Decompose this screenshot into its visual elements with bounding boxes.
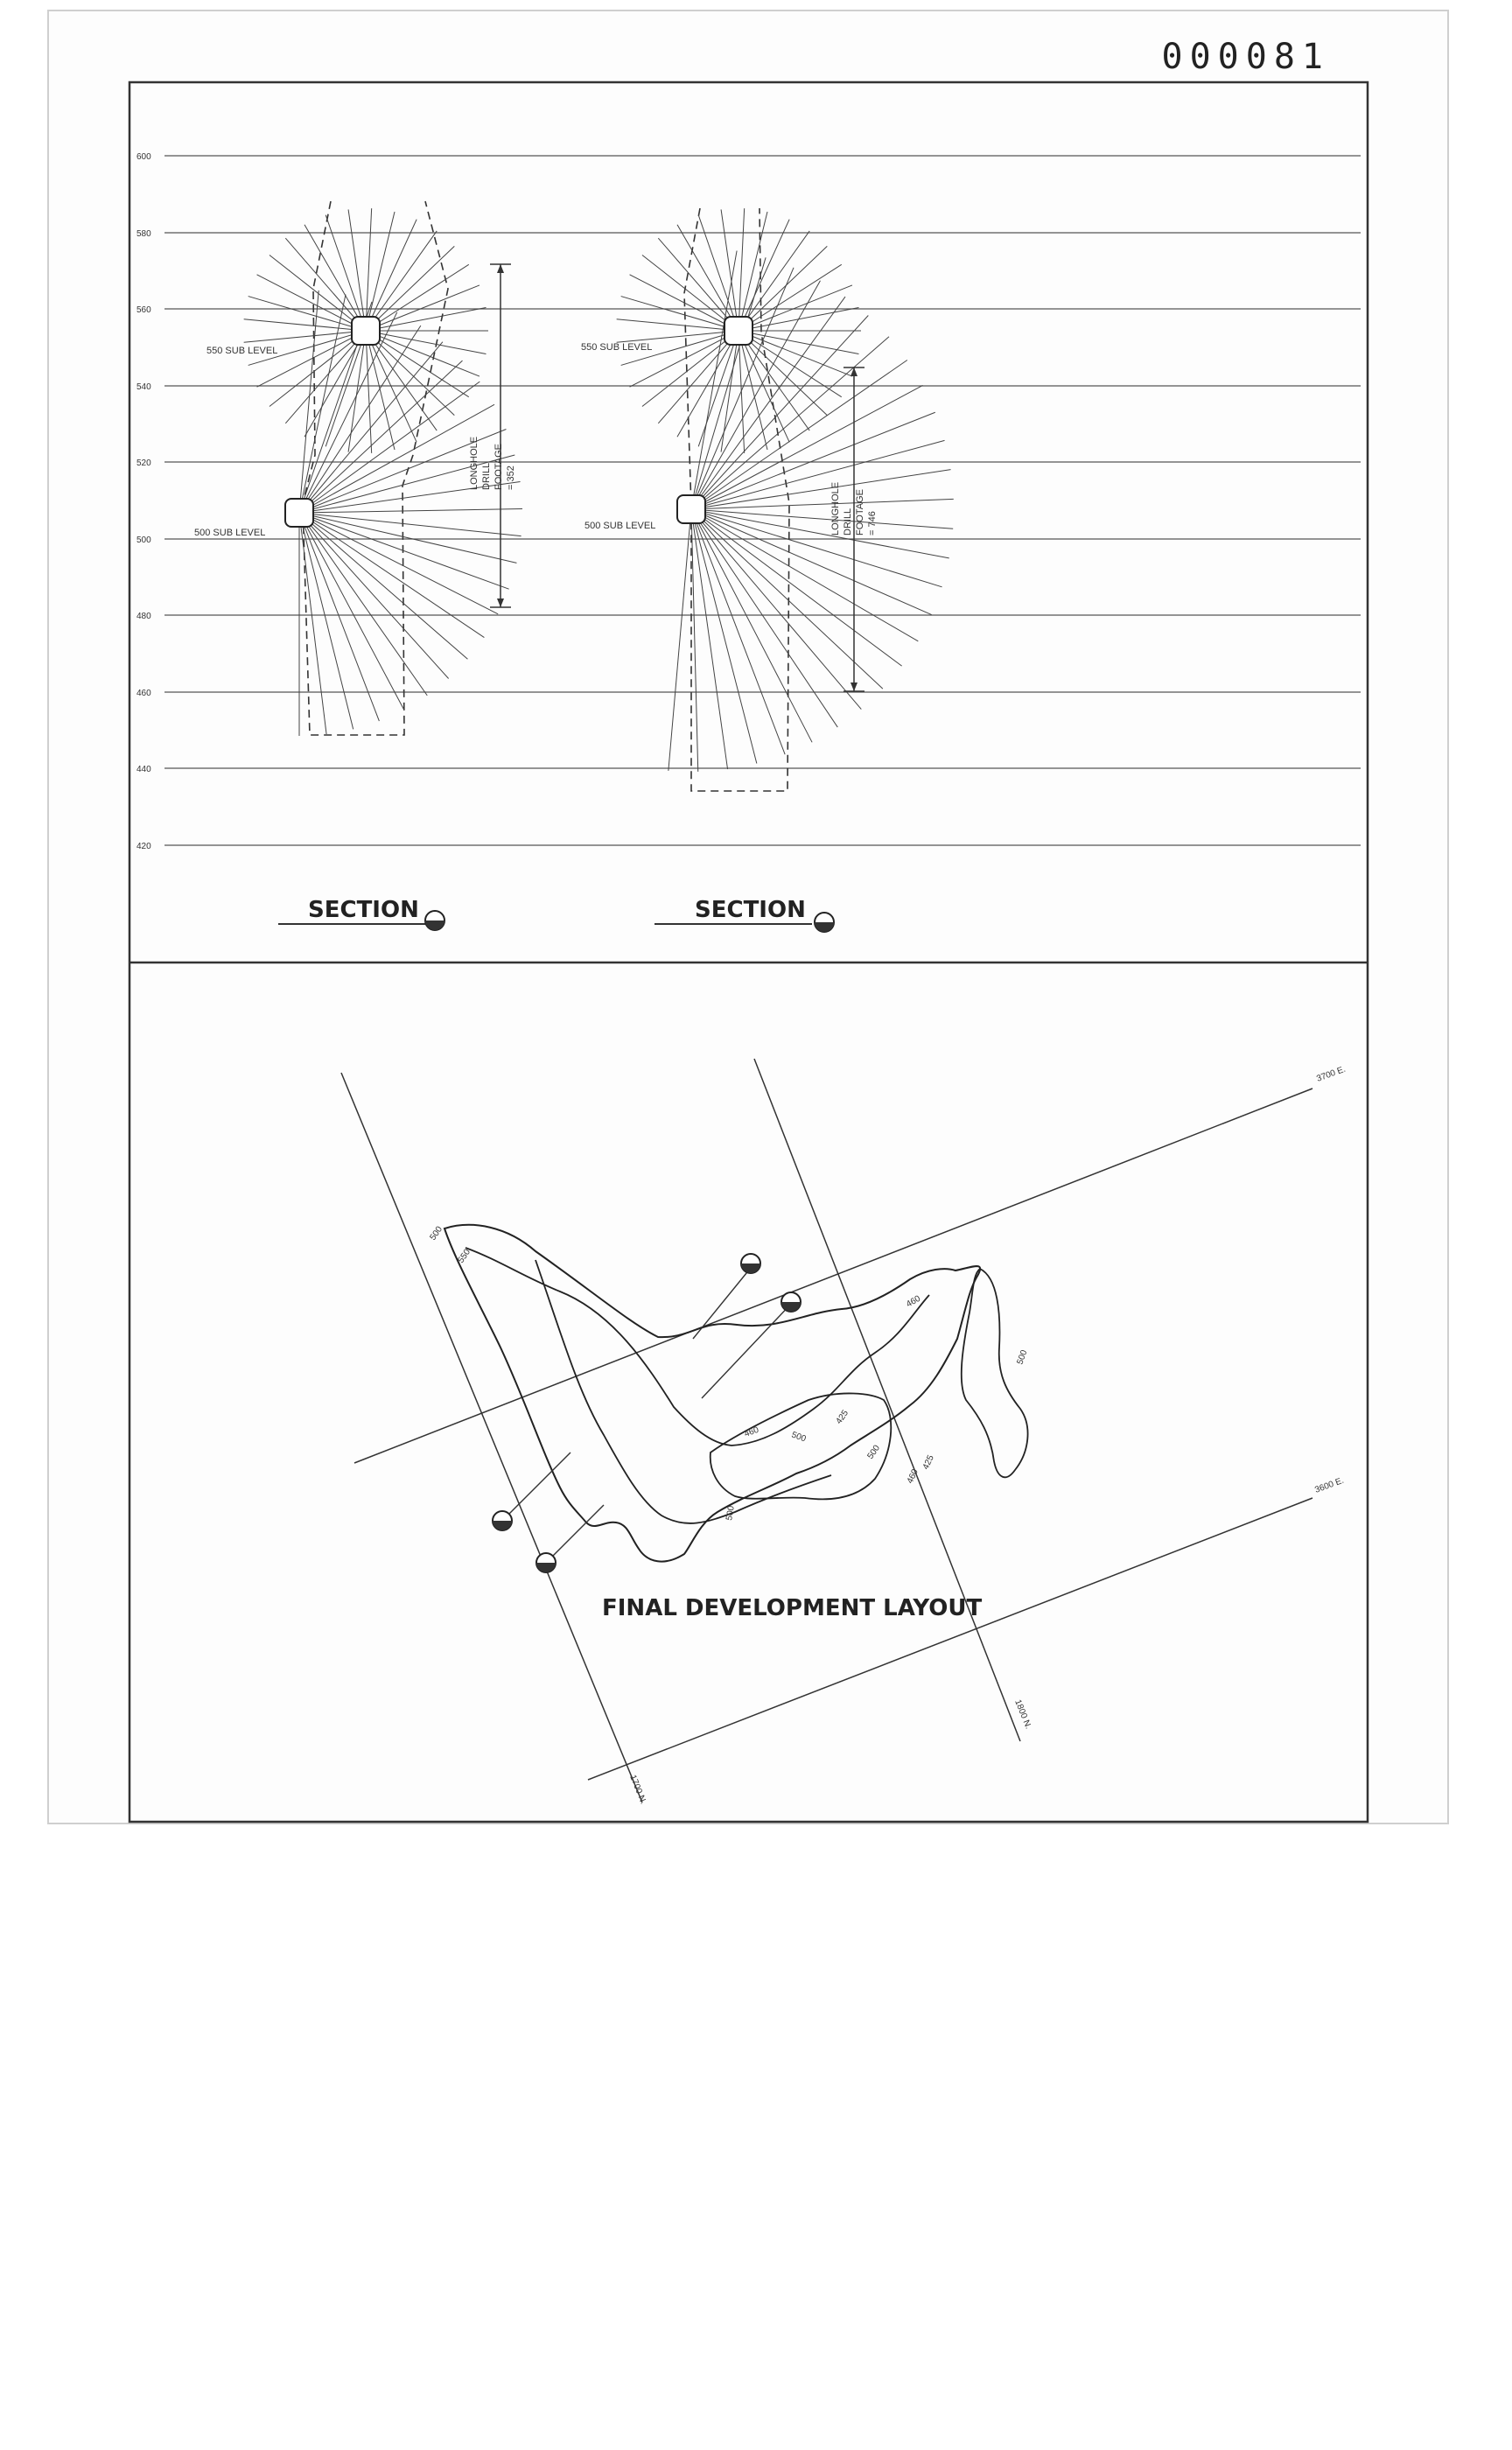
grid-label-3600e: 3600 E. bbox=[1313, 1475, 1346, 1495]
elevation-label: 500 bbox=[136, 536, 151, 545]
elevation-label: 420 bbox=[136, 842, 151, 851]
section-a-drill-note-line: = 352 bbox=[506, 466, 516, 490]
elevation-label: 600 bbox=[136, 152, 151, 162]
contour-label: 500 bbox=[1015, 1348, 1030, 1367]
contour-label: 500 bbox=[865, 1443, 883, 1461]
section-b-lower-level-label: 500 SUB LEVEL bbox=[584, 521, 656, 531]
section-b-upper-level-label: 550 SUB LEVEL bbox=[581, 342, 653, 353]
elevation-label: 540 bbox=[136, 382, 151, 392]
section-a-upper-level-label: 550 SUB LEVEL bbox=[206, 346, 278, 356]
section-b-marker-icon bbox=[815, 913, 834, 932]
section-a-marker-icon bbox=[425, 911, 444, 930]
contour-label: 460 bbox=[905, 1467, 920, 1486]
section-b-drill-note-line: = 746 bbox=[867, 511, 878, 536]
elevation-label: 480 bbox=[136, 612, 151, 621]
elevation-label: 580 bbox=[136, 229, 151, 239]
contour-label: 550 bbox=[456, 1247, 473, 1265]
elevation-label: 520 bbox=[136, 458, 151, 468]
elevation-label: 560 bbox=[136, 305, 151, 315]
plan-marker-icon bbox=[493, 1511, 512, 1530]
section-b-lower-drift bbox=[677, 495, 705, 523]
contour-label: 425 bbox=[834, 1408, 851, 1426]
section-a-lower-drift bbox=[285, 499, 313, 527]
contour-label: 500 bbox=[789, 1430, 808, 1445]
grid-label-3700e: 3700 E. bbox=[1315, 1064, 1348, 1084]
elevation-label: 460 bbox=[136, 689, 151, 698]
plan-marker-icon bbox=[536, 1553, 556, 1572]
contour-label: 460 bbox=[905, 1293, 922, 1310]
section-b-drill-note-line: LONGHOLE bbox=[830, 481, 841, 536]
section-a-upper-drift bbox=[352, 317, 380, 345]
elevation-label: 440 bbox=[136, 765, 151, 774]
contour-label: 500 bbox=[428, 1224, 445, 1242]
section-b-drill-note-line: FOOTAGE bbox=[855, 489, 865, 536]
section-a-drill-note-line: FOOTAGE bbox=[494, 444, 504, 490]
document-number: 000081 bbox=[1161, 37, 1330, 77]
section-a-title: SECTION bbox=[308, 897, 419, 923]
section-a-drill-note-line: LONGHOLE bbox=[469, 436, 480, 490]
grid-label-1800n: 1800 N. bbox=[1012, 1698, 1033, 1731]
section-b-drill-note-line: DRILL bbox=[843, 508, 853, 536]
grid-label-1700n: 1700 N. bbox=[627, 1774, 648, 1806]
plan-title: FINAL DEVELOPMENT LAYOUT bbox=[602, 1595, 983, 1621]
section-b-title: SECTION bbox=[695, 897, 806, 923]
contour-label: 460 bbox=[743, 1424, 760, 1439]
section-a-lower-level-label: 500 SUB LEVEL bbox=[194, 528, 266, 538]
contour-label: 425 bbox=[920, 1453, 936, 1472]
section-a-drill-note-line: DRILL bbox=[481, 462, 492, 490]
plan-marker-icon bbox=[781, 1292, 801, 1312]
section-b-upper-drift bbox=[724, 317, 752, 345]
contour-label: 500 bbox=[724, 1505, 737, 1522]
plan-marker-icon bbox=[741, 1254, 760, 1273]
